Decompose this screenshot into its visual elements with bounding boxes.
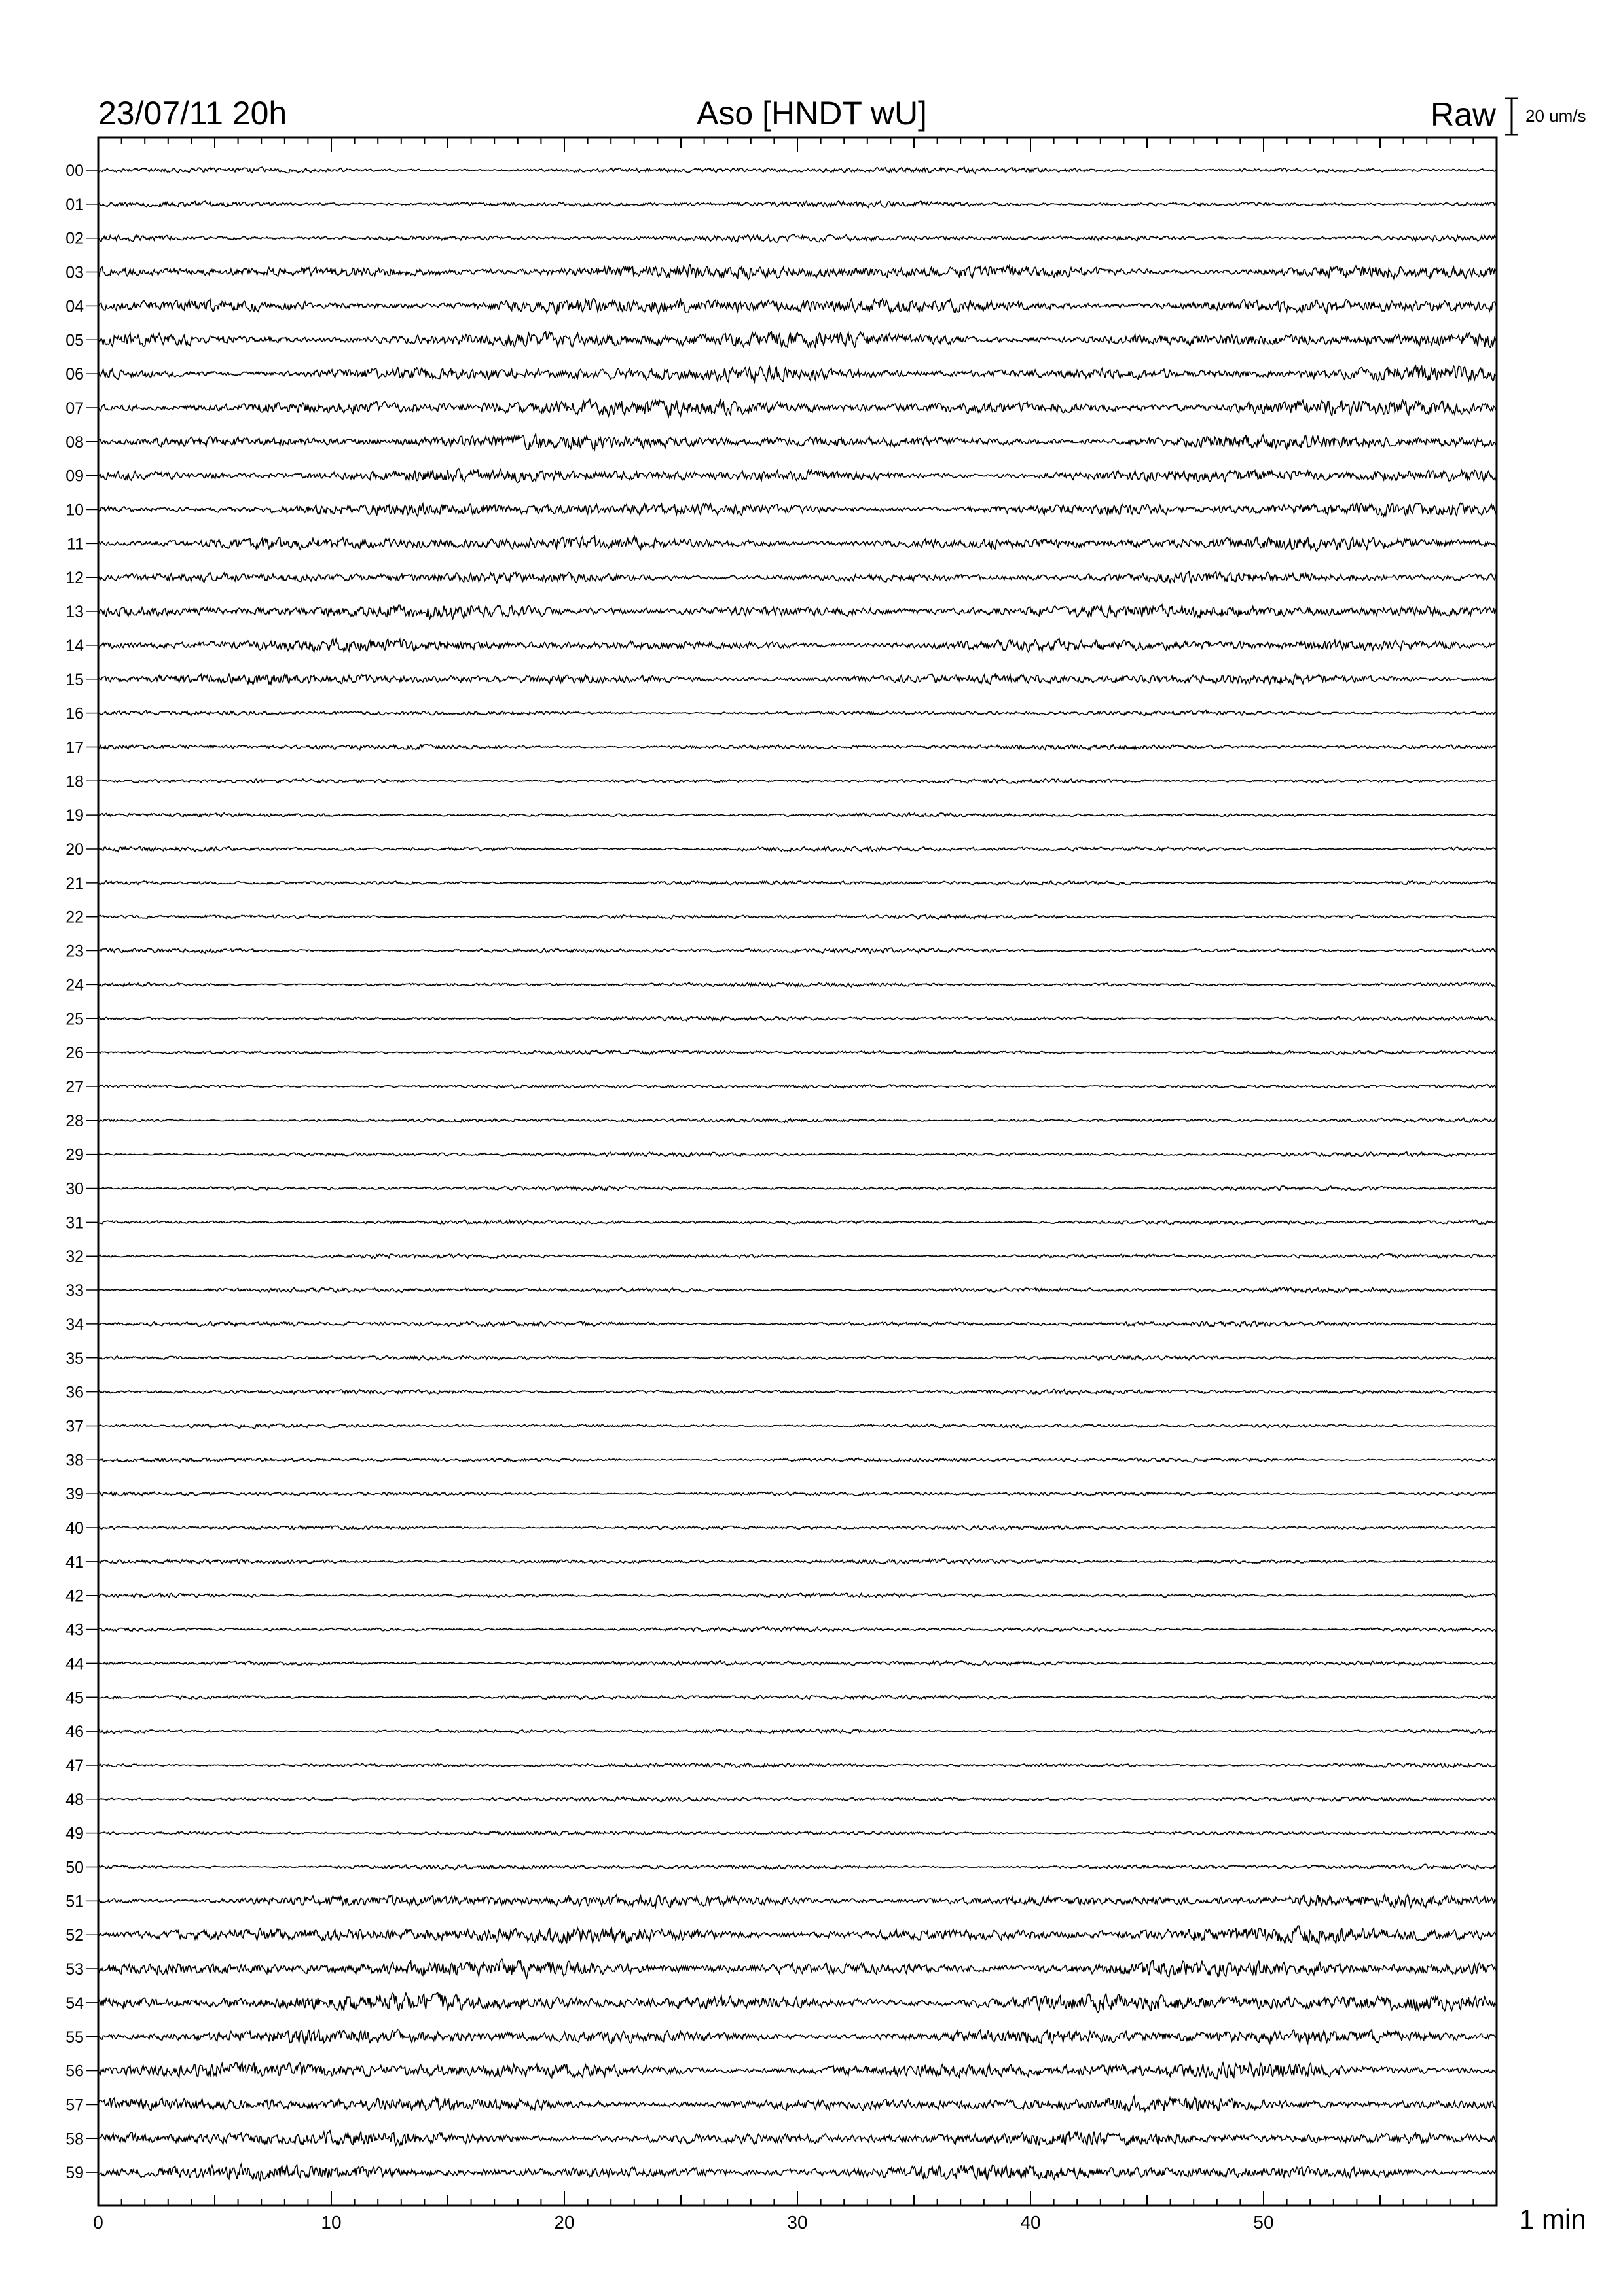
row-label-18: 18 bbox=[65, 772, 84, 791]
trace-row-43 bbox=[98, 1627, 1497, 1632]
row-label-03: 03 bbox=[65, 263, 84, 282]
trace-row-58 bbox=[98, 2130, 1497, 2145]
row-label-24: 24 bbox=[65, 976, 84, 995]
row-label-11: 11 bbox=[67, 535, 84, 554]
row-label-35: 35 bbox=[65, 1349, 84, 1368]
trace-row-08 bbox=[98, 434, 1497, 450]
time-unit-label: 1 min bbox=[1519, 2204, 1586, 2234]
trace-row-37 bbox=[98, 1424, 1497, 1428]
row-label-09: 09 bbox=[65, 467, 84, 486]
row-label-26: 26 bbox=[65, 1044, 84, 1063]
row-label-15: 15 bbox=[65, 670, 84, 689]
row-label-14: 14 bbox=[65, 636, 84, 655]
trace-row-13 bbox=[98, 605, 1497, 619]
row-label-20: 20 bbox=[65, 840, 84, 859]
row-label-00: 00 bbox=[65, 162, 84, 180]
trace-row-40 bbox=[98, 1526, 1497, 1530]
trace-row-36 bbox=[98, 1390, 1497, 1395]
trace-row-49 bbox=[98, 1831, 1497, 1835]
trace-row-11 bbox=[98, 536, 1497, 551]
trace-row-59 bbox=[98, 2164, 1497, 2180]
trace-row-10 bbox=[98, 503, 1497, 516]
row-label-42: 42 bbox=[65, 1587, 84, 1605]
trace-row-05 bbox=[98, 332, 1497, 348]
x-tick-labels bbox=[93, 2212, 1273, 2233]
row-label-22: 22 bbox=[65, 908, 84, 927]
trace-row-57 bbox=[98, 2096, 1497, 2112]
row-label-52: 52 bbox=[65, 1926, 84, 1945]
row-label-57: 57 bbox=[65, 2096, 84, 2115]
row-label-48: 48 bbox=[65, 1790, 84, 1809]
row-label-31: 31 bbox=[65, 1213, 84, 1232]
trace-row-54 bbox=[98, 1993, 1497, 2013]
row-label-37: 37 bbox=[65, 1417, 84, 1436]
row-label-46: 46 bbox=[65, 1723, 84, 1742]
trace-row-53 bbox=[98, 1959, 1497, 1978]
trace-row-00 bbox=[98, 167, 1497, 173]
trace-row-30 bbox=[98, 1186, 1497, 1191]
row-label-08: 08 bbox=[65, 433, 84, 452]
x-tick-label-10: 10 bbox=[321, 2212, 342, 2233]
row-label-25: 25 bbox=[65, 1010, 84, 1029]
trace-row-20 bbox=[98, 846, 1497, 852]
trace-row-06 bbox=[98, 365, 1497, 382]
trace-row-23 bbox=[98, 948, 1497, 953]
trace-row-55 bbox=[98, 2029, 1497, 2043]
trace-row-56 bbox=[98, 2062, 1497, 2079]
x-tick-label-50: 50 bbox=[1253, 2212, 1274, 2233]
trace-row-17 bbox=[98, 745, 1497, 750]
row-label-43: 43 bbox=[65, 1621, 84, 1640]
trace-row-32 bbox=[98, 1254, 1497, 1259]
row-label-40: 40 bbox=[65, 1519, 84, 1537]
amplitude-scale-bar bbox=[1505, 98, 1518, 135]
row-label-58: 58 bbox=[65, 2130, 84, 2149]
row-labels bbox=[65, 162, 84, 2182]
x-tick-label-30: 30 bbox=[787, 2212, 808, 2233]
row-label-21: 21 bbox=[65, 874, 84, 893]
row-label-30: 30 bbox=[65, 1179, 84, 1198]
trace-row-14 bbox=[98, 639, 1497, 652]
trace-row-07 bbox=[98, 399, 1497, 417]
trace-row-31 bbox=[98, 1220, 1497, 1225]
row-label-28: 28 bbox=[65, 1111, 84, 1130]
trace-row-44 bbox=[98, 1661, 1497, 1666]
x-tick-label-40: 40 bbox=[1020, 2212, 1041, 2233]
datetime-title: 23/07/11 20h bbox=[98, 95, 287, 132]
row-label-05: 05 bbox=[65, 331, 84, 350]
trace-row-09 bbox=[98, 469, 1497, 483]
trace-row-45 bbox=[98, 1695, 1497, 1699]
trace-row-16 bbox=[98, 711, 1497, 716]
row-label-45: 45 bbox=[65, 1689, 84, 1708]
trace-rows bbox=[86, 167, 1497, 2180]
station-title: Aso [HNDT wU] bbox=[697, 95, 927, 132]
trace-row-02 bbox=[98, 234, 1497, 242]
trace-row-18 bbox=[98, 779, 1497, 783]
trace-row-03 bbox=[98, 265, 1497, 279]
row-label-36: 36 bbox=[65, 1383, 84, 1402]
amplitude-scale-label: 20 um/s bbox=[1525, 106, 1586, 126]
trace-row-33 bbox=[98, 1287, 1497, 1293]
trace-row-35 bbox=[98, 1355, 1497, 1360]
trace-row-38 bbox=[98, 1458, 1497, 1462]
row-label-07: 07 bbox=[65, 399, 84, 418]
trace-row-24 bbox=[98, 982, 1497, 987]
row-label-53: 53 bbox=[65, 1960, 84, 1979]
row-label-50: 50 bbox=[65, 1858, 84, 1877]
row-label-12: 12 bbox=[65, 569, 84, 588]
row-label-56: 56 bbox=[65, 2062, 84, 2081]
trace-row-21 bbox=[98, 881, 1497, 885]
trace-row-04 bbox=[98, 298, 1497, 314]
row-label-41: 41 bbox=[65, 1552, 84, 1571]
row-label-54: 54 bbox=[65, 1994, 84, 2013]
trace-row-01 bbox=[98, 201, 1497, 207]
trace-row-28 bbox=[98, 1118, 1497, 1122]
row-label-55: 55 bbox=[65, 2028, 84, 2047]
trace-row-41 bbox=[98, 1559, 1497, 1564]
trace-row-19 bbox=[98, 813, 1497, 817]
row-label-47: 47 bbox=[65, 1756, 84, 1775]
row-label-23: 23 bbox=[65, 942, 84, 961]
trace-row-51 bbox=[98, 1895, 1497, 1908]
row-label-10: 10 bbox=[65, 501, 84, 520]
row-label-44: 44 bbox=[65, 1655, 84, 1674]
trace-row-25 bbox=[98, 1016, 1497, 1021]
trace-row-46 bbox=[98, 1729, 1497, 1734]
trace-row-50 bbox=[98, 1864, 1497, 1869]
trace-row-34 bbox=[98, 1321, 1497, 1327]
row-label-49: 49 bbox=[65, 1824, 84, 1843]
row-label-04: 04 bbox=[65, 297, 84, 316]
row-label-16: 16 bbox=[65, 704, 84, 723]
trace-row-22 bbox=[98, 914, 1497, 919]
trace-row-39 bbox=[98, 1492, 1497, 1496]
row-label-27: 27 bbox=[65, 1077, 84, 1096]
row-label-01: 01 bbox=[65, 195, 84, 214]
trace-row-52 bbox=[98, 1926, 1497, 1944]
row-label-38: 38 bbox=[65, 1451, 84, 1470]
trace-row-12 bbox=[98, 571, 1497, 583]
row-label-06: 06 bbox=[65, 365, 84, 384]
trace-row-48 bbox=[98, 1797, 1497, 1801]
row-label-19: 19 bbox=[65, 806, 84, 825]
row-label-34: 34 bbox=[65, 1315, 84, 1334]
row-label-32: 32 bbox=[65, 1247, 84, 1266]
row-label-13: 13 bbox=[65, 603, 84, 622]
trace-row-15 bbox=[98, 674, 1497, 685]
x-tick-label-0: 0 bbox=[93, 2212, 103, 2233]
row-label-02: 02 bbox=[65, 229, 84, 248]
row-label-39: 39 bbox=[65, 1485, 84, 1504]
x-tick-label-20: 20 bbox=[554, 2212, 575, 2233]
row-label-29: 29 bbox=[65, 1145, 84, 1164]
trace-row-29 bbox=[98, 1152, 1497, 1157]
trace-row-47 bbox=[98, 1763, 1497, 1768]
trace-row-42 bbox=[98, 1593, 1497, 1598]
row-label-59: 59 bbox=[65, 2164, 84, 2183]
trace-row-26 bbox=[98, 1050, 1497, 1055]
mode-label: Raw bbox=[1430, 96, 1496, 133]
row-label-17: 17 bbox=[65, 738, 84, 757]
row-label-51: 51 bbox=[65, 1892, 84, 1911]
row-label-33: 33 bbox=[65, 1282, 84, 1300]
trace-row-27 bbox=[98, 1085, 1497, 1088]
